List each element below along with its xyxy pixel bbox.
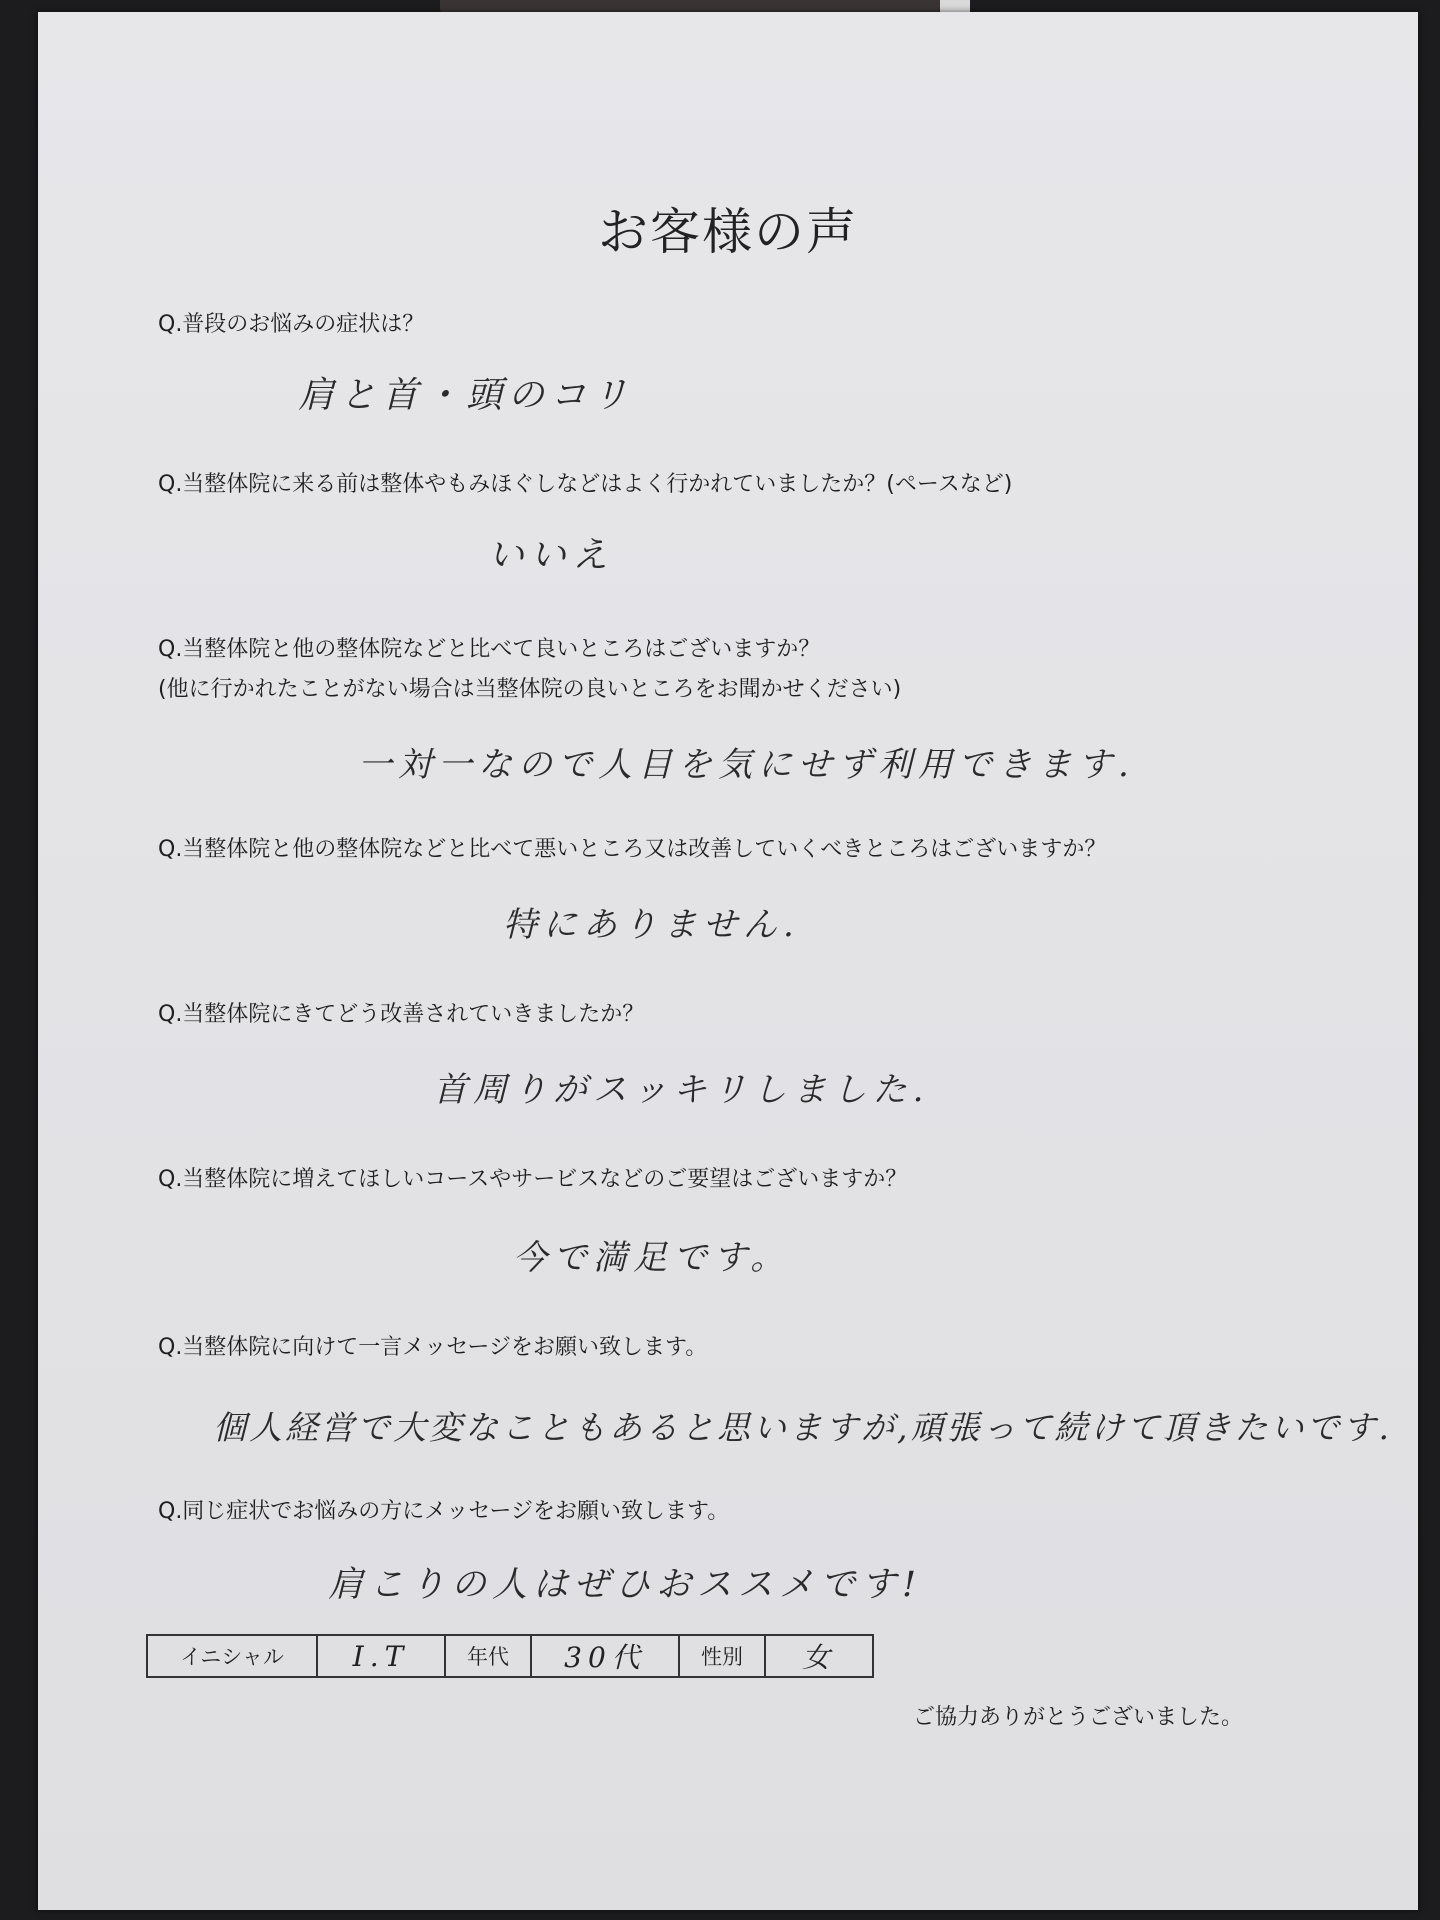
answer-6: 今で満足です。 — [513, 1238, 791, 1278]
answer-2: いいえ — [488, 535, 615, 576]
question-3: Q.当整体院と他の整体院などと比べて良いところはございますか？ — [158, 637, 821, 662]
question-4: Q.当整体院と他の整体院などと比べて悪いところ又は改善していくべきところはございますか？ — [158, 837, 1107, 862]
answer-5: 首周りがスッキリしました. — [433, 1070, 930, 1110]
gender-value: 女 — [765, 1635, 873, 1677]
question-5: Q.当整体院にきてどう改善されていきましたか？ — [158, 1002, 645, 1027]
survey-sheet — [38, 12, 1418, 1910]
age-label: 年代 — [445, 1635, 531, 1677]
question-1: Q.普段のお悩みの症状は？ — [158, 312, 425, 337]
question-6: Q.当整体院に増えてほしいコースやサービスなどのご要望はございますか？ — [158, 1167, 908, 1192]
initial-value: I.T — [317, 1635, 445, 1677]
initial-label: イニシャル — [147, 1635, 317, 1677]
question-7: Q.当整体院に向けて一言メッセージをお願い致します。 — [158, 1335, 708, 1360]
page-title: お客様の声 — [598, 203, 858, 261]
question-2: Q.当整体院に来る前は整体やもみほぐしなどはよく行かれていましたか？(ペースなど) — [158, 472, 1013, 497]
thanks-message: ご協力ありがとうございました。 — [913, 1705, 1244, 1730]
question-3-note: (他に行かれたことがない場合は当整体院の良いところをお聞かせください) — [158, 677, 902, 702]
answer-8: 肩こりの人はぜひおススメです! — [328, 1565, 923, 1605]
question-8: Q.同じ症状でお悩みの方にメッセージをお願い致します。 — [158, 1499, 730, 1524]
age-value: 30代 — [531, 1635, 679, 1677]
respondent-info-table — [146, 1634, 874, 1678]
gender-label: 性別 — [679, 1635, 765, 1677]
answer-7: 個人経営で大変なこともあると思いますが,頑張って続けて頂きたいです. — [213, 1408, 1392, 1447]
answer-3: 一対一なので人目を気にせず利用できます. — [358, 745, 1135, 785]
answer-1: 肩と首・頭のコリ — [298, 375, 635, 416]
answer-4: 特にありません. — [503, 905, 800, 945]
